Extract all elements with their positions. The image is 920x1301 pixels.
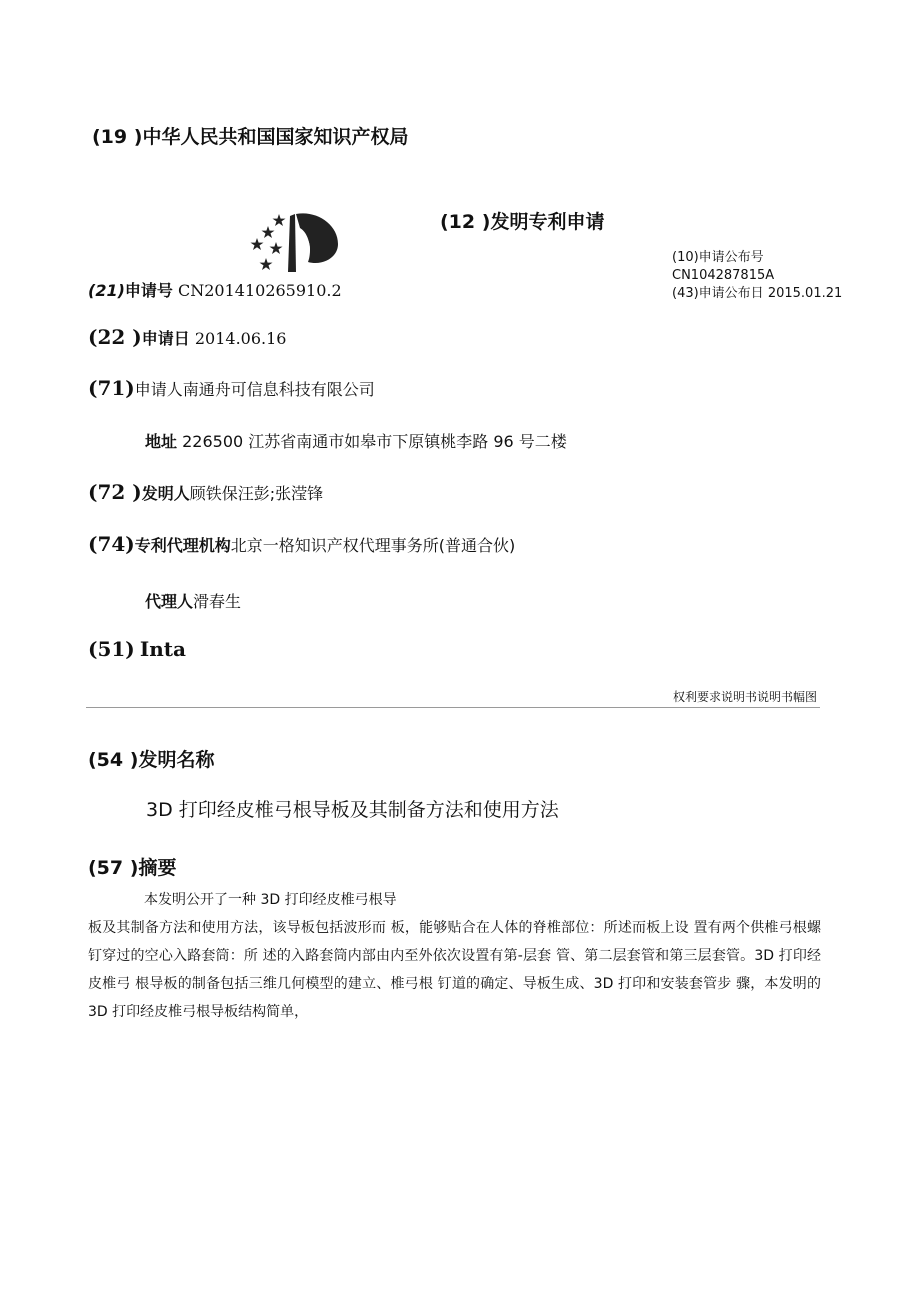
filing-date-field (88, 325, 286, 349)
inventors-label: 发明人 (141, 484, 190, 503)
address-label: 地址 (145, 432, 178, 451)
applicant-code: (71) (88, 376, 135, 400)
application-number-code: (21) (88, 281, 125, 300)
doc-type-code: (12 ) (440, 211, 491, 233)
abstract-first-line: 本发明公开了一种 3D 打印经皮椎弓根导 (144, 892, 397, 908)
filing-date-value: 2014.06.16 (194, 329, 287, 348)
section-divider (86, 707, 820, 708)
application-number-value: CN201410265910.2 (178, 281, 342, 300)
document-type-heading (440, 207, 604, 234)
applicant-value: 南通舟可信息科技有限公司 (182, 380, 375, 399)
inventors-field (88, 480, 323, 504)
agent-field (145, 589, 241, 612)
address-field (145, 429, 567, 452)
authority-code: (19 ) (92, 126, 143, 148)
abstract-label: 摘要 (138, 857, 177, 879)
publication-number: CN104287815A (672, 268, 775, 283)
publication-date: 2015.01.21 (767, 286, 843, 301)
application-number-label: 申请号 (124, 281, 173, 300)
applicant-field (88, 376, 375, 400)
publication-date-row (672, 285, 842, 303)
address-value: 226500 江苏省南通市如皋市下原镇桃李路 96 号二楼 (182, 432, 567, 451)
invention-title: 3D 打印经皮椎弓根导板及其制备方法和使用方法 (146, 799, 559, 821)
int-classification-field (88, 637, 186, 661)
applicant-label: 申请人 (134, 380, 183, 399)
agency-field (88, 532, 515, 556)
invention-name-label: 发明名称 (138, 749, 215, 771)
application-number-field (88, 278, 342, 301)
int-cl-code: (51) (88, 637, 135, 661)
abstract-body: 板及其制备方法和使用方法，该导板包括波形而 板，能够贴合在人体的脊椎部位：所述而板上设 置有两个供椎弓根螺钉穿过的空心入路套筒：所 述的入路套筒内部由内至外依次设置有第-层套 管、第二层套管和第三层套管。3D 打印经皮椎弓 根导板的制备包括三维几何模型的建立、椎弓根 钉道的确定、导板生成、3D 打印和安装套管步 骤，本发明的 3D 打印经皮椎弓根导板结构简单， (88, 920, 821, 1020)
invention-name-code: (54 ) (88, 749, 139, 771)
agent-label: 代理人 (145, 592, 194, 611)
cnipa-logo-icon (246, 204, 342, 278)
agency-label: 专利代理机构 (134, 536, 231, 555)
authority-name: 中华人民共和国国家知识产权局 (142, 126, 409, 148)
invention-name-heading (88, 745, 214, 772)
abstract-code: (57 ) (88, 857, 139, 879)
publication-info (672, 249, 842, 303)
abstract-text (88, 886, 821, 1026)
agency-value: 北京一格知识产权代理事务所(普通合伙) (230, 536, 516, 555)
agent-value: 滑春生 (193, 592, 242, 611)
doc-type-name: 发明专利申请 (490, 211, 605, 233)
publication-number-label: (10)申请公布号 (672, 250, 764, 265)
document-sections-tabs[interactable]: 权利要求说明书说明书幅图 (672, 690, 817, 704)
int-cl-value: Inta (139, 637, 186, 661)
filing-date-code: (22 ) (88, 325, 142, 349)
inventors-code: (72 ) (88, 480, 142, 504)
filing-date-label: 申请日 (141, 329, 190, 348)
abstract-heading (88, 853, 176, 880)
inventors-value: 顾铁保汪彭;张滢锋 (189, 484, 324, 503)
agency-code: (74) (88, 532, 135, 556)
authority-heading (92, 122, 408, 149)
publication-date-label: (43)申请公布日 (672, 286, 764, 301)
